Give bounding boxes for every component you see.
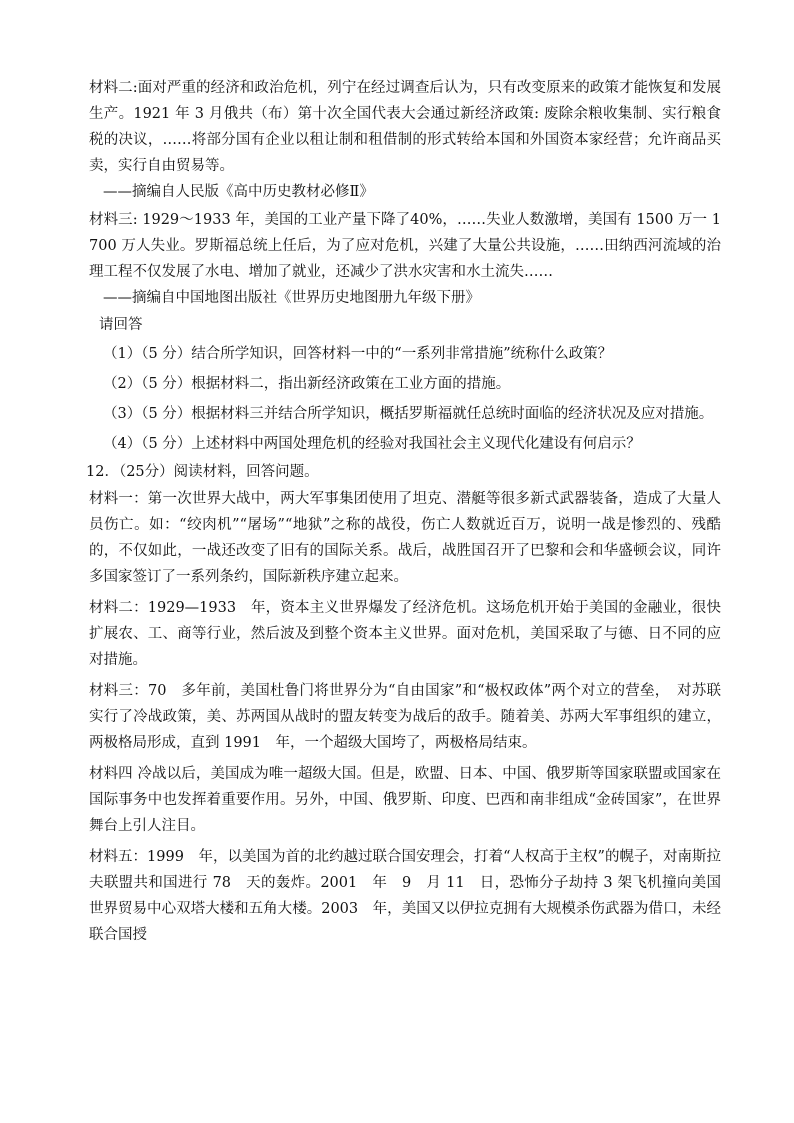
sub-question-2: （2）（5 分）根据材料二，指出新经济政策在工业方面的措施。 <box>103 376 511 392</box>
sub-question-4: （4）（5 分）上述材料中两国处理危机的经验对我国社会主义现代化建设有何启示？ <box>103 436 641 452</box>
q12-material-1: 材料一：第一次世界大战中，两大军事集团使用了坦克、潜艇等很多新式武器装备，造成了大量人员伤亡。如：“绞肉机”“屠场”“地狱”之称的战役，伤亡人数就近百万，说明一战是惨烈的、残酷的，不仅如此，一战还改变了旧有的国际关系。战后，战胜国召开了巴黎和会和华盛顿会议，同许多国家签订了一系列条约，国际新秩序建立起来。 <box>89 491 721 585</box>
material-2-paragraph: 材料二:面对严重的经济和政治危机，列宁在经过调查后认为，只有改变原来的政策才能恢复和发展生产。1921 年 3 月俄共（布）第十次全国代表大会通过新经济政策: 废除余粮收集制、实行粮食税的决议，……将部分国有企业以租让制和租借制的形式转给本国和外国资本家经营；允许商品买卖，实行自由贸易等。 <box>89 80 721 174</box>
citation-atlas: ——摘编自中国地图出版社《世界历史地图册九年级下册》 <box>103 290 480 306</box>
document-body <box>86 75 721 948</box>
q12-material-5: 材料五：1999 年，以美国为首的北约越过联合国安理会，打着“人权高于主权”的幌子，对南斯拉夫联盟共和国进行 78 天的轰炸。2001 年 9 月 11 日，恐怖分子劫持 3 架飞机撞向美国世界贸易中心双塔大楼和五角大楼。2003 年，美国又以伊拉克拥有大规模杀伤武器为借口，未经联合国授 <box>89 849 721 943</box>
citation-textbook: ——摘编自人民版《高中历史教材必修Ⅱ》 <box>103 184 374 200</box>
q12-material-3: 材料三：70 多年前，美国杜鲁门将世界分为“自由国家”和“极权政体”两个对立的营垒， 对苏联实行了冷战政策，美、苏两国从战时的盟友转变为战后的敌手。随着美、苏两大军事组织的建立，两极格局形成，直到 1991 年，一个超级大国垮了，两极格局结束。 <box>89 683 721 751</box>
q12-material-4: 材料四 冷战以后，美国成为唯一超级大国。但是，欧盟、日本、中国、俄罗斯等国家联盟或国家在国际事务中也发挥着重要作用。另外，中国、俄罗斯、印度、巴西和南非组成“金砖国家”，在世界舞台上引人注目。 <box>89 766 721 834</box>
sub-question-1: （1）（5 分）结合所学知识，回答材料一中的“一系列非常措施”统称什么政策？ <box>103 346 613 362</box>
q12-material-2: 材料二：1929—1933 年，资本主义世界爆发了经济危机。这场危机开始于美国的金融业，很快扩展农、工、商等行业，然后波及到整个资本主义世界。面对危机，美国采取了与德、日不同的应对措施。 <box>89 600 721 668</box>
question-12-heading: 12．（25分）阅读材料，回答问题。 <box>86 464 319 480</box>
sub-question-3: （3）（5 分）根据材料三并结合所学知识，概括罗斯福就任总统时面临的经济状况及应对措施。 <box>103 406 714 422</box>
answer-prompt: 请回答 <box>99 317 143 333</box>
material-3-paragraph: 材料三: 1929～1933 年，美国的工业产量下降了40%，……失业人数激增，美国有 1500 万一 1700 万人失业。罗斯福总统上任后，为了应对危机，兴建了大量公共设施，……田纳西河流域的治理工程不仅发展了水电、增加了就业，还减少了洪水灾害和水土流失…… <box>89 212 721 280</box>
